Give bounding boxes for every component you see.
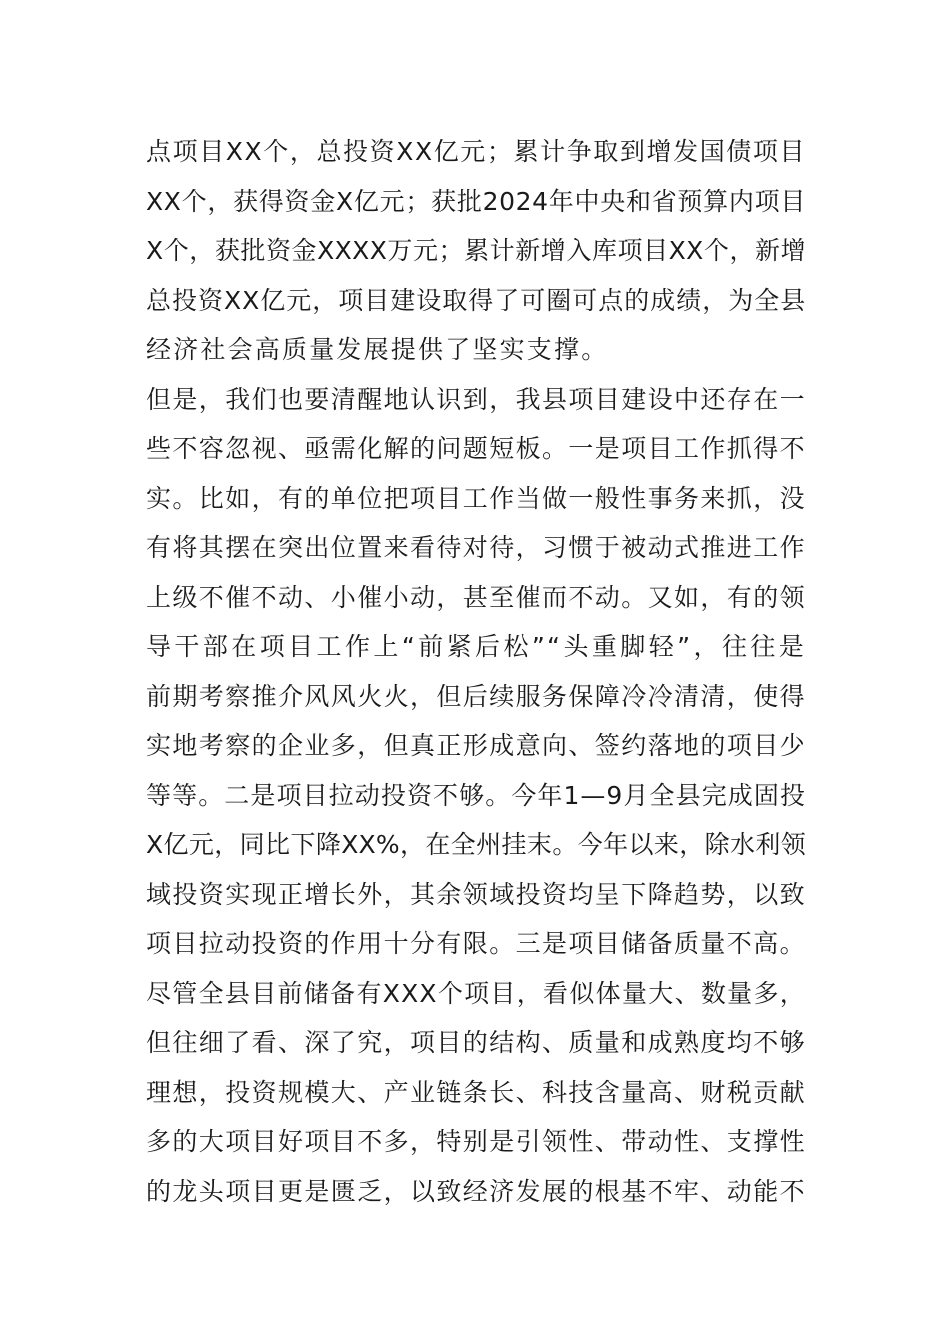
text-line: 尽管全县目前储备有XXX个项目，看似体量大、数量多， bbox=[146, 978, 806, 1008]
text-line: 点项目XX个，总投资XX亿元；累计争取到增发国债项目 bbox=[146, 137, 807, 166]
body-text bbox=[146, 127, 806, 1216]
text-line: 前期考察推介风风火火，但后续服务保障冷冷清清，使得 bbox=[146, 681, 807, 711]
text-line: X个，获批资金XXXX万元；累计新增入库项目XX个，新增 bbox=[146, 236, 806, 265]
text-line: 经济社会高质量发展提供了坚实支撑。 bbox=[146, 335, 609, 364]
text-line: 的龙头项目更是匮乏，以致经济发展的根基不牢、动能不 bbox=[146, 1176, 807, 1206]
text-line: 有将其摆在突出位置来看待对待，习惯于被动式推进工作 bbox=[146, 533, 807, 562]
text-line: 些不容忽视、亟需化解的问题短板。一是项目工作抓得不 bbox=[146, 434, 807, 463]
text-line: X亿元，同比下降XX%，在全州挂末。今年以来，除水利领 bbox=[146, 830, 806, 859]
text-line: 上级不催不动、小催小动，甚至催而不动。又如，有的领 bbox=[146, 582, 807, 612]
text-line: 总投资XX亿元，项目建设取得了可圈可点的成绩，为全县 bbox=[146, 285, 807, 315]
text-line: 域投资实现正增长外，其余领域投资均呈下降趋势，以致 bbox=[146, 879, 807, 909]
text-line: 但是，我们也要清醒地认识到，我县项目建设中还存在一 bbox=[146, 384, 807, 414]
text-line: 等等。二是项目拉动投资不够。今年1—9月全县完成固投 bbox=[146, 780, 806, 810]
text-line: 项目拉动投资的作用十分有限。三是项目储备质量不高。 bbox=[146, 929, 807, 958]
text-line: 实。比如，有的单位把项目工作当做一般性事务来抓，没 bbox=[146, 483, 807, 513]
text-line: 理想，投资规模大、产业链条长、科技含量高、财税贡献 bbox=[146, 1077, 807, 1107]
text-line: 多的大项目好项目不多，特别是引领性、带动性、支撑性 bbox=[146, 1127, 807, 1156]
text-line: 但往细了看、深了究，项目的结构、质量和成熟度均不够 bbox=[146, 1028, 807, 1057]
text-line: XX个，获得资金X亿元；获批2024年中央和省预算内项目 bbox=[146, 186, 806, 216]
text-line: 实地考察的企业多，但真正形成意向、签约落地的项目少 bbox=[146, 731, 807, 760]
text-line: 导干部在项目工作上“前紧后松”“头重脚轻”，往往是 bbox=[146, 632, 806, 661]
